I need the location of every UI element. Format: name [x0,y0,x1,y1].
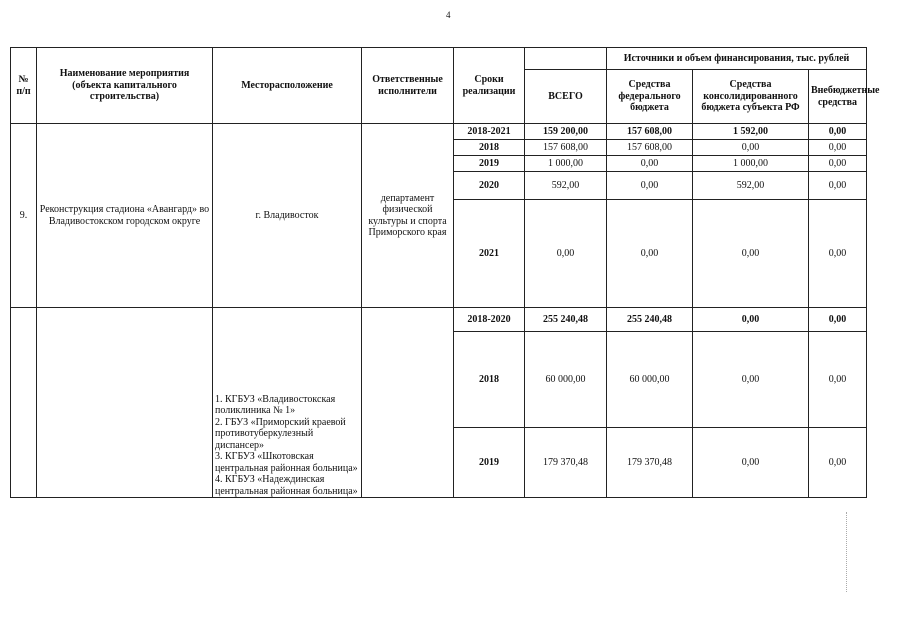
table-row [11,308,867,332]
location-line: 1. КГБУЗ «Владивостокская поликлиника № 1» [215,393,336,416]
row10-period: 2019 [454,428,525,498]
row9-location: г. Владивосток [213,124,362,308]
table-row [11,124,867,140]
row9-federal: 0,00 [607,156,693,172]
header-consolidated: Средства консолидированного бюджета субъекта РФ [693,70,809,124]
location-line: 2. ГБУЗ «Приморский краевой противотуберкулезный диспансер» [215,416,346,451]
page-number: 4 [446,10,451,20]
header-total: ВСЕГО [525,70,607,124]
row10-federal: 255 240,48 [607,308,693,332]
row9-extra: 0,00 [809,172,867,200]
row9-extra: 0,00 [809,140,867,156]
row10-period: 2018-2020 [454,308,525,332]
row9-federal: 0,00 [607,172,693,200]
row10-consolidated: 0,00 [693,428,809,498]
row9-total: 592,00 [525,172,607,200]
row9-federal: 157 608,00 [607,140,693,156]
row10-consolidated: 0,00 [693,308,809,332]
row9-extra: 0,00 [809,200,867,308]
location-line: 3. КГБУЗ «Шкотовская центральная районная больница» [215,451,358,474]
row9-total: 0,00 [525,200,607,308]
row10-period: 2018 [454,332,525,428]
header-terms: Сроки реализации [454,48,525,124]
row9-period: 2021 [454,200,525,308]
financing-table [10,47,880,498]
row9-consolidated: 592,00 [693,172,809,200]
row9-period: 2018-2021 [454,124,525,140]
row9-extra: 0,00 [809,124,867,140]
row9-num: 9. [11,124,37,308]
row9-consolidated: 1 592,00 [693,124,809,140]
header-executors: Ответственные исполнители [362,48,454,124]
row10-federal: 179 370,48 [607,428,693,498]
header-federal: Средства федерального бюджета [607,70,693,124]
scan-artifact-line [846,512,848,592]
row10-total: 255 240,48 [525,308,607,332]
row10-location [213,308,362,498]
row9-consolidated: 0,00 [693,200,809,308]
row9-executor: департамент физической культуры и спорта Приморского края [362,124,454,308]
row10-consolidated: 0,00 [693,332,809,428]
row10-executor [362,308,454,498]
row9-name: Реконструкция стадиона «Авангард» во Владивостокском городском округе [37,124,213,308]
row9-federal: 157 608,00 [607,124,693,140]
header-sources: Источники и объем финансирования, тыс. рублей [607,48,867,70]
row9-extra: 0,00 [809,156,867,172]
header-extrabudget: Внебюджетные средства [809,70,867,124]
row9-consolidated: 1 000,00 [693,156,809,172]
row9-period: 2019 [454,156,525,172]
row10-extra: 0,00 [809,428,867,498]
row9-total: 1 000,00 [525,156,607,172]
row10-num [11,308,37,498]
header-location: Месторасположение [213,48,362,124]
row10-total: 179 370,48 [525,428,607,498]
row9-consolidated: 0,00 [693,140,809,156]
header-name: Наименование мероприятия (объекта капитального строительства) [37,48,213,124]
row10-extra: 0,00 [809,308,867,332]
row9-total: 157 608,00 [525,140,607,156]
row10-federal: 60 000,00 [607,332,693,428]
row10-extra: 0,00 [809,332,867,428]
row9-total: 159 200,00 [525,124,607,140]
header-blank [525,48,607,70]
row9-period: 2018 [454,140,525,156]
row9-federal: 0,00 [607,200,693,308]
header-num: № п/п [11,48,37,124]
row10-total: 60 000,00 [525,332,607,428]
location-line: 4. КГБУЗ «Надеждинская центральная районная больница» [215,474,358,497]
row9-period: 2020 [454,172,525,200]
row10-name [37,308,213,498]
